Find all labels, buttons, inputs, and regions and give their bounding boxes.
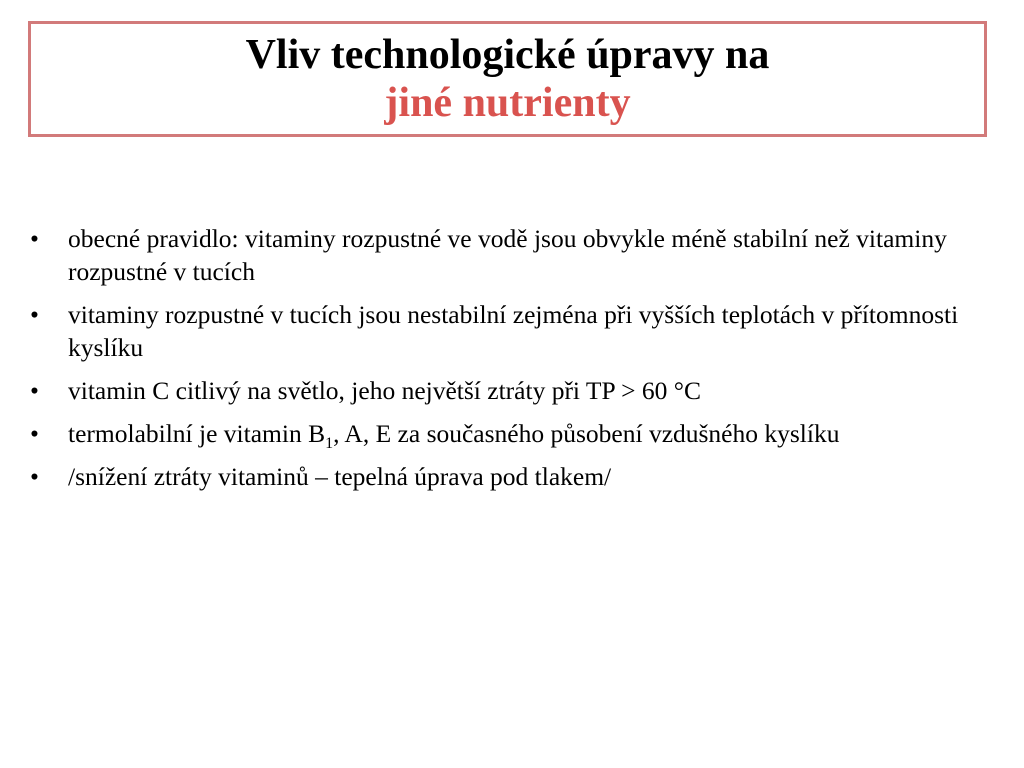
- bullet-subscript: 1: [325, 435, 334, 452]
- bullet-marker: •: [30, 224, 39, 253]
- bullet-marker: •: [30, 462, 39, 491]
- bullet-text-before: termolabilní je vitamin B: [68, 419, 326, 448]
- bullet-text: /snížení ztráty vitaminů – tepelná úprava pod tlakem/: [68, 462, 612, 491]
- bullet-text-after: , A, E za současného působení vzdušného kyslíku: [333, 419, 840, 448]
- title-box: [28, 21, 987, 137]
- bullet-marker: •: [30, 300, 39, 329]
- bullet-item: [30, 417, 1000, 450]
- bullet-text: vitamin C citlivý na světlo, jeho největší ztráty při TP > 60 °C: [68, 376, 701, 405]
- bullet-marker: •: [30, 376, 39, 405]
- bullet-item: [30, 460, 1000, 493]
- bullet-item: [30, 374, 1000, 407]
- bullet-item: [30, 222, 1000, 288]
- slide-title: Vliv technologické úpravy na: [245, 32, 770, 78]
- bullet-text: obecné pravidlo: vitaminy rozpustné ve vodě jsou obvykle méně stabilní než vitaminy rozpustné v tucích: [68, 224, 947, 286]
- bullet-marker: •: [30, 419, 39, 448]
- bullet-text: vitaminy rozpustné v tucích jsou nestabilní zejména při vyšších teplotách v přítomnosti kyslíku: [68, 300, 959, 362]
- bullet-list: [30, 222, 1000, 503]
- slide-subtitle: jiné nutrienty: [384, 80, 631, 126]
- bullet-item: [30, 298, 1000, 364]
